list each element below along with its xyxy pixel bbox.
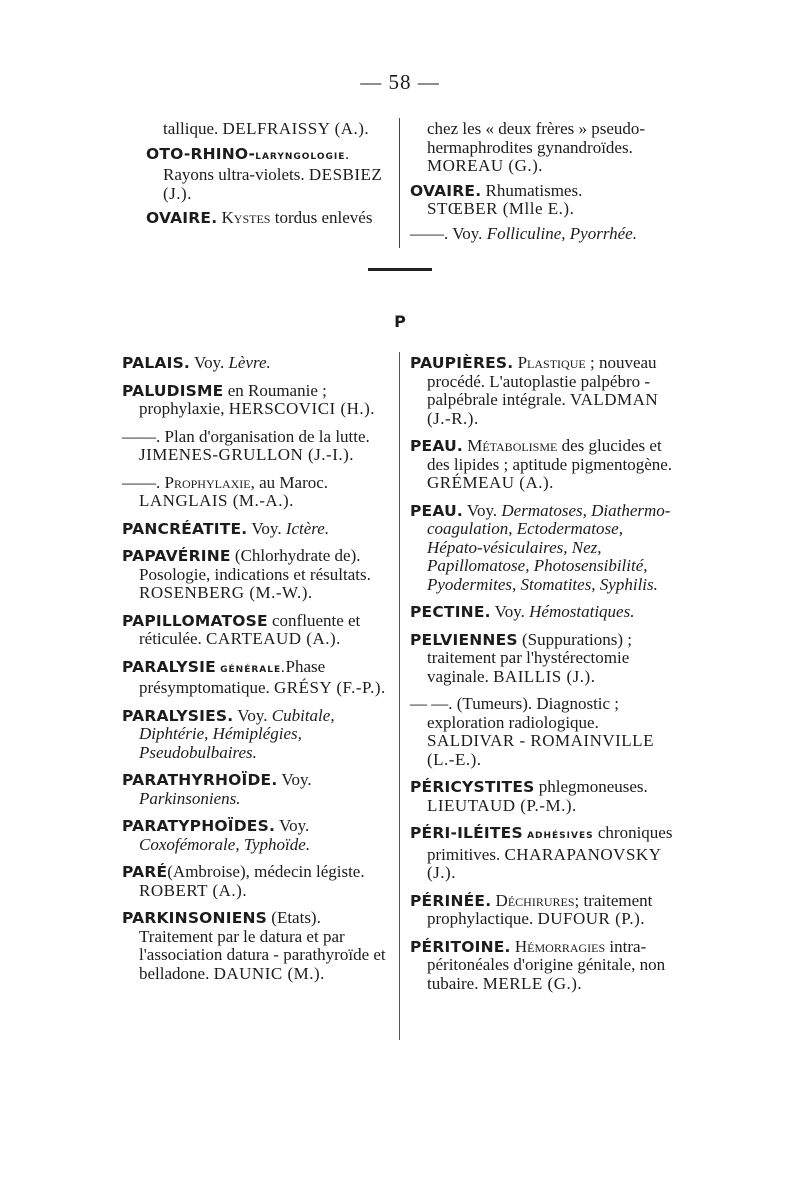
author-name: GRÉSY (F.-P.). (274, 678, 386, 697)
index-entry: PALAIS. Voy. Lèvre. (122, 353, 271, 372)
entry-headword: PARATHYRHOÏDE. (122, 771, 278, 789)
entry-headword: PÉRI-ILÉITES (410, 824, 523, 842)
index-entry: — —. (Tumeurs). Diagnostic ; exploration radiologique. SALDIVAR - ROMAINVILLE (L.-E.). (410, 694, 654, 769)
index-entry: OTO-RHINO-LARYNGOLOGIE. Rayons ultra-violets. DESBIEZ (J.). (146, 144, 383, 203)
index-entry: PARALYSIE GÉNÉRALE.Phase présymptomatique. GRÉSY (F.-P.). (122, 656, 386, 697)
index-entry: chez les « deux frères » pseudo-hermaphrodites gynandroïdes. MOREAU (G.). (427, 119, 646, 175)
author-name: VALDMAN (J.-R.). (427, 390, 659, 428)
top-left-column (146, 120, 391, 234)
entry-headword: PARALYSIES. (122, 706, 234, 725)
author-name: LANGLAIS (M.-A.). (139, 491, 294, 510)
index-entry: OVAIRE. Rhumatismes. STŒBER (Mlle E.). (410, 180, 583, 218)
main-right-column (410, 354, 678, 1002)
index-entry: PANCRÉATITE. Voy. Ictère. (122, 518, 330, 538)
index-entry: PEAU. Métabolisme des glucides et des lipides ; aptitude pigmentogène. GRÉMEAU (A.). (410, 436, 673, 492)
page-number: — 58 — (360, 70, 440, 94)
index-entry: tallique. DELFRAISSY (A.). (163, 119, 370, 138)
entry-headword: PÉRINÉE. (410, 891, 492, 910)
index-entry: OVAIRE. Kystes tordus enlevés (146, 208, 373, 227)
entry-headword: OVAIRE. (410, 181, 482, 200)
author-name: HERSCOVICI (H.). (228, 399, 376, 418)
author-name: ROBERT (A.). (139, 880, 248, 900)
author-name: GRÉMEAU (A.). (427, 473, 554, 492)
entry-headword: PEAU. (410, 501, 463, 520)
index-entry: PÉRI-ILÉITES ADHÉSIVES chroniques primitives. CHARAPANOVSKY (J.). (410, 823, 673, 882)
index-entry: PELVIENNES (Suppurations) ; traitement par l'hystérectomie vaginale. BAILLIS (J.). (410, 629, 633, 686)
index-entry: ——. Plan d'organisation de la lutte. JIMENES-GRULLON (J.-I.). (122, 426, 370, 464)
index-entry: PARÉ(Ambroise), médecin légiste. ROBERT (A.). (122, 862, 365, 900)
author-name: CARTEAUD (A.). (206, 629, 341, 648)
column-divider (399, 118, 400, 248)
index-entry: PARALYSIES. Voy. Cubitale, Diphtérie, Hémiplégies, Pseudobulbaires. (122, 705, 335, 762)
entry-headword: OTO-RHINO- (146, 144, 256, 163)
section-separator-rule (368, 268, 432, 271)
main-left-column (122, 354, 390, 992)
entry-headword: PECTINE. (410, 603, 491, 621)
author-name: MERLE (G.). (482, 973, 583, 993)
index-entry: ——. Prophylaxie, au Maroc. LANGLAIS (M.-A.). (122, 472, 329, 510)
author-name: LIEUTAUD (P.-M.). (427, 795, 577, 815)
author-name: DUFOUR (P.). (537, 909, 646, 928)
author-name: DELFRAISSY (A.). (222, 119, 370, 138)
entry-headword: PARALYSIE (122, 657, 216, 676)
index-entry: PÉRINÉE. Déchirures; traitement prophylactique. DUFOUR (P.). (410, 890, 653, 928)
author-name: CHARAPANOVSKY (J.). (427, 844, 661, 882)
top-right-column (410, 120, 655, 249)
section-letter: P (394, 312, 406, 331)
entry-headword: PÉRICYSTITES (410, 778, 535, 796)
entry-headword: PARKINSONIENS (122, 909, 268, 927)
entry-headword: PARATYPHOÏDES. (122, 817, 276, 835)
entry-headword: PÉRITOINE. (410, 937, 511, 956)
author-name: SALDIVAR - ROMAINVILLE (L.-E.). (427, 731, 654, 769)
entry-headword-small: LARYNGOLOGIE. (255, 151, 350, 162)
author-name: JIMENES-GRULLON (J.-I.). (139, 445, 355, 464)
entry-headword: PELVIENNES (410, 630, 518, 649)
index-entry: PARATHYRHOÏDE. Voy. Parkinsoniens. (122, 770, 312, 808)
index-entry: PALUDISME en Roumanie ; prophylaxie, HERSCOVICI (H.). (122, 380, 376, 418)
index-entry: PÉRITOINE. Hémorragies intra-péritonéales d'origine génitale, non tubaire. MERLE (G.). (410, 936, 666, 993)
index-entry: PAPILLOMATOSE confluente et réticulée. CARTEAUD (A.). (122, 610, 361, 648)
entry-headword: PEAU. (410, 437, 463, 455)
column-divider (399, 352, 400, 1040)
entry-headword: PALUDISME (122, 381, 224, 400)
entry-headword-small: GÉNÉRALE. (220, 664, 286, 675)
index-entry: PAUPIÈRES. Plastique ; nouveau procédé. L'autoplastie palpébro - palpébrale intégrale. VALDMAN (J.-R.). (410, 353, 659, 428)
author-name: ROSENBERG (M.-W.). (139, 583, 313, 602)
index-entry: ——. Voy. Folliculine, Pyorrhée. (410, 223, 637, 243)
entry-headword: PARÉ (122, 863, 168, 881)
entry-headword: PAPAVÉRINE (122, 547, 231, 565)
author-name: DESBIEZ (J.). (163, 165, 383, 203)
entry-headword: PANCRÉATITE. (122, 519, 248, 538)
author-name: MOREAU (G.). (427, 156, 544, 175)
author-name: DAUNIC (M.). (213, 963, 325, 983)
author-name: BAILLIS (J.). (493, 666, 596, 686)
index-entry: PARATYPHOÏDES. Voy. Coxofémorale, Typhoïde. (122, 816, 311, 854)
entry-headword: PALAIS. (122, 354, 191, 372)
index-entry: PÉRICYSTITES phlegmoneuses. LIEUTAUD (P.-M.). (410, 777, 648, 815)
entry-headword: OVAIRE. (146, 209, 218, 227)
entry-headword: PAPILLOMATOSE (122, 611, 268, 630)
index-entry: PEAU. Voy. Dermatoses, Diathermo-coagulation, Ectodermatose, Hépato-vésiculaires, Nez, Papillomatose, Photosensibilité, Pyodermites, Stomatites, Syphilis. (410, 500, 671, 594)
index-entry: PECTINE. Voy. Hémostatiques. (410, 602, 635, 621)
index-entry: PARKINSONIENS (Etats). Traitement par le datura et par l'association datura - parathyroïde et belladone. DAUNIC (M.). (122, 908, 386, 983)
entry-headword: PAUPIÈRES. (410, 354, 514, 372)
entry-headword-small: ADHÉSIVES (527, 831, 594, 841)
index-entry: PAPAVÉRINE (Chlorhydrate de). Posologie, indications et résultats. ROSENBERG (M.-W.). (122, 546, 371, 602)
author-name: STŒBER (Mlle E.). (427, 199, 575, 218)
